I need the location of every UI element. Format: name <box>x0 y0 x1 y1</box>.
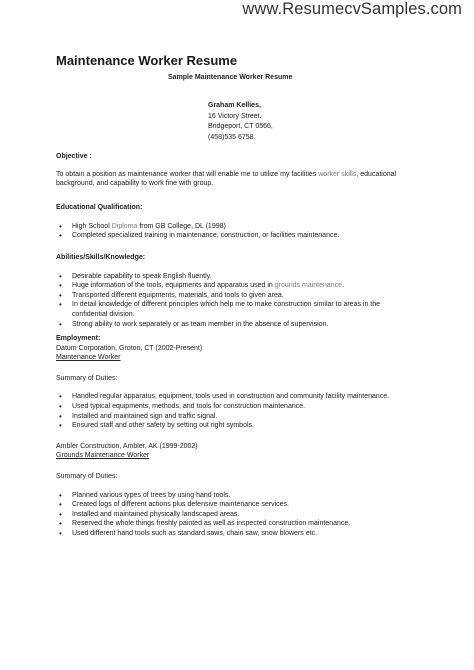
objective-line-2: background, and capability to work fine with group. <box>56 180 214 188</box>
list-item: • Handled regular apparatus, equipment, tools used in construction and community facility maintenance. <box>56 392 446 402</box>
page-subtitle: Sample Maintenance Worker Resume <box>168 74 293 81</box>
list-item: • Ensured staff and other safety by setting out right symbols. <box>56 421 446 431</box>
job2-title: Grounds Maintenance Worker <box>56 452 150 460</box>
list-item: • Created logs of different actions plus defensive maintenance services. <box>56 500 446 510</box>
grounds-maintenance-link[interactable]: grounds maintenance <box>274 282 343 290</box>
list-item: • Used typical equipments, methods, and tools for construction maintenance. <box>56 402 446 412</box>
employment-section <box>56 334 446 539</box>
list-item-continuation: confidential division. <box>72 310 135 318</box>
education-text-end: from GB College, DL (1998) <box>137 222 226 230</box>
education-text: High School <box>72 222 112 230</box>
list-item: • Strong ability to work separately or as team member in the absence of supervision. <box>56 320 446 330</box>
education-list <box>56 222 446 241</box>
job1-summary-heading: Summary of Duties: <box>56 374 118 382</box>
watermark: www.ResumecvSamples.com <box>242 0 462 18</box>
list-item: • Transported different equipments, materials, and tools to given area. <box>56 291 446 301</box>
job2-company: Ambler Construction, Ambler, AK (1999-2002) <box>56 442 198 450</box>
job1-title: Maintenance Worker <box>56 354 121 362</box>
list-item: • Reserved the whole things freshly painted as well as inspected construction maintenance. <box>56 519 446 529</box>
abilities-heading: Abilities/Skills/Knowledge: <box>56 254 146 261</box>
abilities-section <box>56 253 446 329</box>
job2-duties-list <box>56 491 446 539</box>
page-title: Maintenance Worker Resume <box>56 53 238 68</box>
list-item: • Installed and maintained sign and traffic signal. <box>56 412 446 422</box>
contact-city: Bridgeport, CT 0566, <box>208 123 273 130</box>
abilities-text-end: . <box>342 282 345 290</box>
job2-summary-heading: Summary of Duties: <box>56 472 118 480</box>
abilities-list <box>56 272 446 330</box>
objective-heading: Objective : <box>56 153 92 160</box>
contact-name: Graham Kellies, <box>208 102 261 109</box>
job1-company: Datum Corporation, Groton, CT (2002-Present) <box>56 344 203 352</box>
list-item: • Installed and maintained physically landscaped areas. <box>56 510 446 520</box>
objective-text: To obtain a position as maintenance worker that will enable me to utilize my facilities <box>56 170 319 178</box>
contact-street: 16 Victory Street. <box>208 112 262 120</box>
objective-text-end: , educational <box>356 170 397 178</box>
list-item <box>56 281 446 291</box>
list-item: • Desirable capability to speak English fluently. <box>56 272 446 282</box>
objective-section <box>56 152 446 189</box>
list-item: • In detail knowledge of different principles which help me to make construction similar to areas in the <box>56 300 446 310</box>
job1-duties-list <box>56 392 446 430</box>
list-item: • Planned various types of trees by using hand tools. <box>56 491 446 501</box>
contact-phone: (458)535 6758. <box>208 133 256 141</box>
abilities-text: Huge information of the tools, equipments and apparatus used in <box>72 282 275 290</box>
contact-block <box>208 101 273 143</box>
worker-skills-link[interactable]: worker skills <box>318 170 357 178</box>
list-item <box>56 222 446 232</box>
employment-heading: Employment: <box>56 335 101 342</box>
list-item: • Completed specialized training in maintenance, construction, or facilities maintenance. <box>56 231 446 241</box>
diploma-link[interactable]: Diploma <box>111 222 138 230</box>
objective-line-1 <box>56 170 446 180</box>
education-section <box>56 203 446 241</box>
education-heading: Educational Qualification: <box>56 204 143 211</box>
list-item: • Used different hand tools such as standard saws, chain saw, snow blowers etc. <box>56 529 446 539</box>
